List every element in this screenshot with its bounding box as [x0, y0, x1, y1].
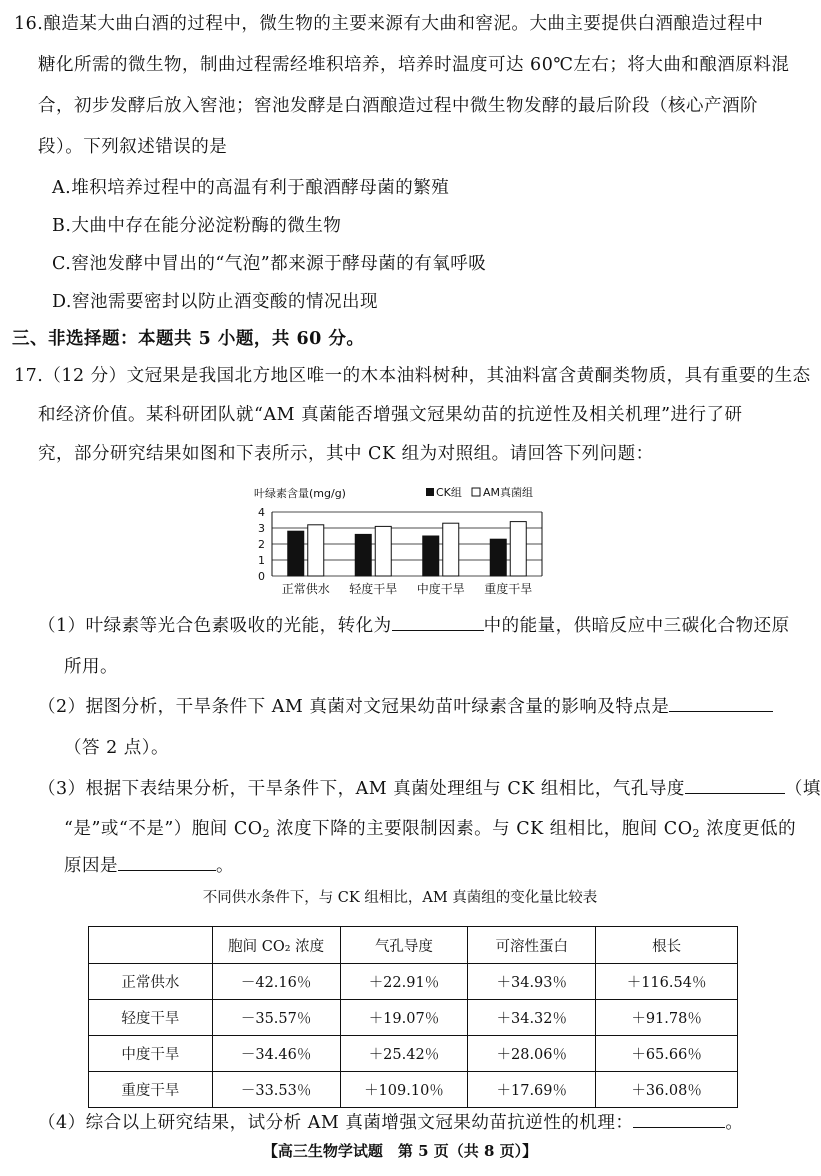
- q16-option-d: D.窖池需要密封以防止酒变酸的情况出现: [52, 292, 378, 312]
- legend-label-am: AM真菌组: [483, 486, 534, 499]
- q16-option-a: A.堆积培养过程中的高温有利于酿酒酵母菌的繁殖: [52, 178, 450, 198]
- q17-part2-text-a: （2）据图分析，干旱条件下 AM 真菌对文冠果幼苗叶绿素含量的影响及特点是: [38, 697, 670, 717]
- table-header-row: [89, 927, 738, 964]
- table-header-cell: 胞间 CO₂ 浓度: [212, 927, 340, 964]
- table-cell: ＋25.42％: [340, 1036, 468, 1072]
- q17-part4-line: [38, 1109, 743, 1134]
- co2-subscript-1: 2: [262, 827, 271, 840]
- q17-part3-line-2: [64, 815, 796, 840]
- table-row: [89, 1072, 738, 1108]
- q17-part4-text-a: （4）综合以上研究结果，试分析 AM 真菌增强文冠果幼苗抗逆性的机理：: [38, 1113, 634, 1133]
- q16-line-3: 合，初步发酵后放入窖池；窖池发酵是白酒酿造过程中微生物发酵的最后阶段（核心产酒阶: [38, 96, 758, 116]
- bar-ck: [288, 531, 304, 576]
- table-cell: 轻度干旱: [89, 1000, 213, 1036]
- table-header-cell: 可溶性蛋白: [468, 927, 596, 964]
- bar-am: [375, 526, 391, 576]
- legend-swatch-am: [472, 488, 480, 496]
- q17-part1-line: [38, 612, 790, 637]
- table-cell: －35.57％: [212, 1000, 340, 1036]
- table-cell: 重度干旱: [89, 1072, 213, 1108]
- q17-line-3: 究，部分研究结果如图和下表所示，其中 CK 组为对照组。请回答下列问题：: [38, 444, 654, 464]
- chlorophyll-bar-chart: [250, 482, 570, 602]
- table-header-cell: 气孔导度: [340, 927, 468, 964]
- answer-blank-3[interactable]: [685, 778, 785, 794]
- table-row: [89, 1000, 738, 1036]
- answer-blank-2[interactable]: [669, 696, 773, 712]
- table-cell: ＋36.08％: [596, 1072, 738, 1108]
- answer-blank-1[interactable]: [392, 615, 484, 631]
- bar-am: [308, 525, 324, 576]
- q17-part3-text-g: 浓度更低的: [700, 819, 797, 839]
- chart-ytick-label: 0: [258, 570, 265, 583]
- q17-part3-text-e: 浓度下降的主要限制因素。与 CK 组相比，胞间 CO: [270, 819, 693, 839]
- table-cell: －42.16％: [212, 964, 340, 1000]
- q17-part3-line-1: [38, 775, 821, 800]
- bar-ck: [490, 539, 506, 576]
- q17-part2-line: [38, 693, 773, 718]
- table-header-cell: [89, 927, 213, 964]
- q16-option-c: C.窖池发酵中冒出的“气泡”都来源于酵母菌的有氧呼吸: [52, 254, 487, 274]
- table-cell: ＋17.69％: [468, 1072, 596, 1108]
- chart-ytick-label: 2: [258, 538, 265, 551]
- q17-part3-text-c: “是”或“不是”）胞间 CO: [64, 819, 263, 839]
- table-cell: －33.53％: [212, 1072, 340, 1108]
- q17-part3-line-3: [64, 852, 234, 877]
- q17-part3-text-i: 。: [216, 856, 234, 876]
- q16-option-b: B.大曲中存在能分泌淀粉酶的微生物: [52, 216, 342, 236]
- legend-swatch-ck: [426, 488, 434, 496]
- table-caption: 不同供水条件下，与 CK 组相比，AM 真菌组的变化量比较表: [202, 890, 598, 906]
- co2-subscript-2: 2: [692, 827, 701, 840]
- q16-line-2: 糖化所需的微生物，制曲过程需经堆积培养，培养时温度可达 60℃左右；将大曲和酿酒原料混: [38, 55, 790, 75]
- page-footer: 【高三生物学试题 第 5 页（共 8 页）】: [262, 1142, 538, 1160]
- legend-label-ck: CK组: [436, 486, 462, 499]
- table-cell: ＋34.32％: [468, 1000, 596, 1036]
- chart-category-label: 中度干旱: [416, 582, 465, 596]
- chart-ytick-label: 1: [258, 554, 265, 567]
- chart-category-label: 正常供水: [281, 582, 330, 596]
- q17-part3-text-b: （填: [784, 779, 821, 799]
- bar-ck: [423, 536, 439, 576]
- table-row: [89, 1036, 738, 1072]
- q17-part1-text-a: （1）叶绿素等光合色素吸收的光能，转化为: [38, 616, 392, 636]
- chart-category-label: 重度干旱: [484, 582, 533, 596]
- q17-part1-text-c: 所用。: [64, 657, 118, 677]
- q16-line-4: 段）。下列叙述错误的是: [38, 137, 228, 157]
- q17-line-2: 和经济价值。某科研团队就“AM 真菌能否增强文冠果幼苗的抗逆性及相关机理”进行了研: [38, 405, 743, 425]
- q17-part4-text-b: 。: [725, 1113, 744, 1133]
- comparison-table: [88, 926, 738, 1108]
- bar-ck: [355, 534, 371, 576]
- table-cell: ＋109.10％: [340, 1072, 468, 1108]
- table-cell: ＋28.06％: [468, 1036, 596, 1072]
- q17-part3-text-a: （3）根据下表结果分析，干旱条件下，AM 真菌处理组与 CK 组相比，气孔导度: [38, 779, 685, 799]
- table-row: [89, 964, 738, 1000]
- q17-part3-text-h: 原因是: [64, 856, 118, 876]
- table-header-cell: 根长: [596, 927, 738, 964]
- chart-ytick-label: 4: [258, 506, 265, 519]
- table-cell: ＋91.78％: [596, 1000, 738, 1036]
- table-cell: 正常供水: [89, 964, 213, 1000]
- chart-ylabel: 叶绿素含量(mg/g): [254, 487, 346, 500]
- section-heading: 三、非选择题：本题共 5 小题，共 60 分。: [12, 329, 365, 349]
- table-cell: －34.46％: [212, 1036, 340, 1072]
- q16-line-1: 16.酿造某大曲白酒的过程中，微生物的主要来源有大曲和窖泥。大曲主要提供白酒酿造过程中: [14, 14, 764, 34]
- chart-ytick-label: 3: [258, 522, 265, 535]
- q17-part1-text-b: 中的能量，供暗反应中三碳化合物还原: [483, 616, 790, 636]
- table-cell: 中度干旱: [89, 1036, 213, 1072]
- q17-line-1: 17.（12 分）文冠果是我国北方地区唯一的木本油料树种，其油料富含黄酮类物质，具有重要的生态: [14, 366, 811, 386]
- table-cell: ＋65.66％: [596, 1036, 738, 1072]
- table-cell: ＋22.91％: [340, 964, 468, 1000]
- chart-category-label: 轻度干旱: [349, 582, 398, 596]
- table-cell: ＋116.54％: [596, 964, 738, 1000]
- table-cell: ＋34.93％: [468, 964, 596, 1000]
- answer-blank-4[interactable]: [118, 855, 216, 871]
- bar-am: [443, 523, 459, 576]
- table-cell: ＋19.07％: [340, 1000, 468, 1036]
- q17-part2-text-b: （答 2 点）。: [64, 738, 170, 758]
- bar-am: [510, 522, 526, 576]
- answer-blank-5[interactable]: [633, 1112, 725, 1128]
